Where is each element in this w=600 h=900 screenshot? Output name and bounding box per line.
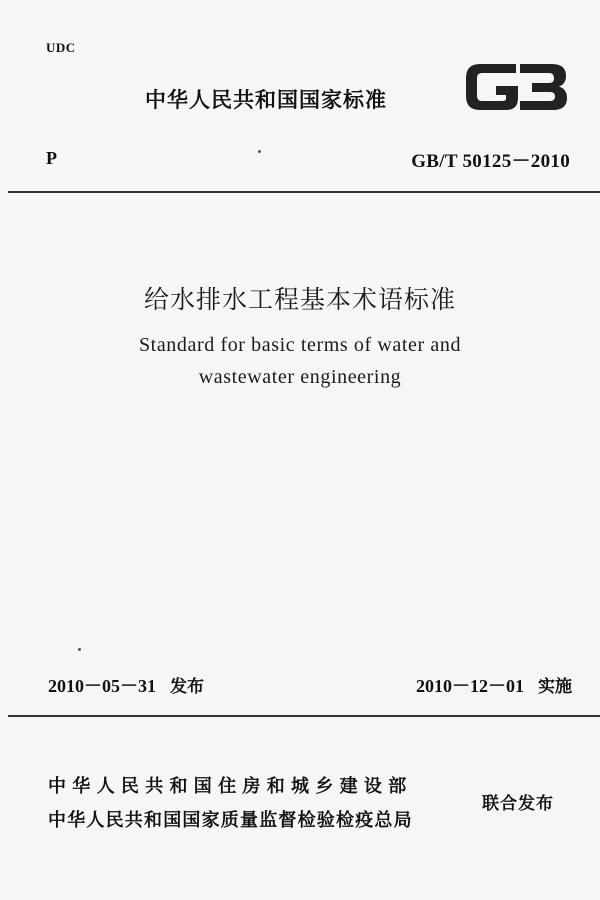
standard-number: GB/T 50125－2010 [411,151,570,172]
issue-label: 发布 [170,677,204,697]
bottom-divider [8,715,600,717]
gb-logo [462,58,570,116]
joint-issue-label: 联合发布 [482,794,554,814]
classification-code: P [46,148,57,168]
standard-title-english-line2: wastewater engineering [198,366,402,388]
standard-title-chinese: 给水排水工程基本术语标准 [143,285,456,314]
udc-label: UDC [46,40,76,55]
implementation-date-row [416,672,572,698]
national-standard-title: 中华人民共和国国家标准 [145,88,387,112]
print-speck [258,150,261,153]
issuer-ministry-housing: 中华人民共和国住房和城乡建设部 [48,776,413,797]
standard-title-english-line1: Standard for basic terms of water and [138,334,462,356]
issuer-aqsiq: 中华人民共和国国家质量监督检验检疫总局 [48,810,413,831]
print-speck [78,648,81,651]
implementation-label: 实施 [538,677,572,697]
implementation-date: 2010－12－01 [416,676,524,696]
issue-date: 2010－05－31 [48,676,156,696]
issue-date-row [48,672,204,698]
top-divider [8,191,600,193]
